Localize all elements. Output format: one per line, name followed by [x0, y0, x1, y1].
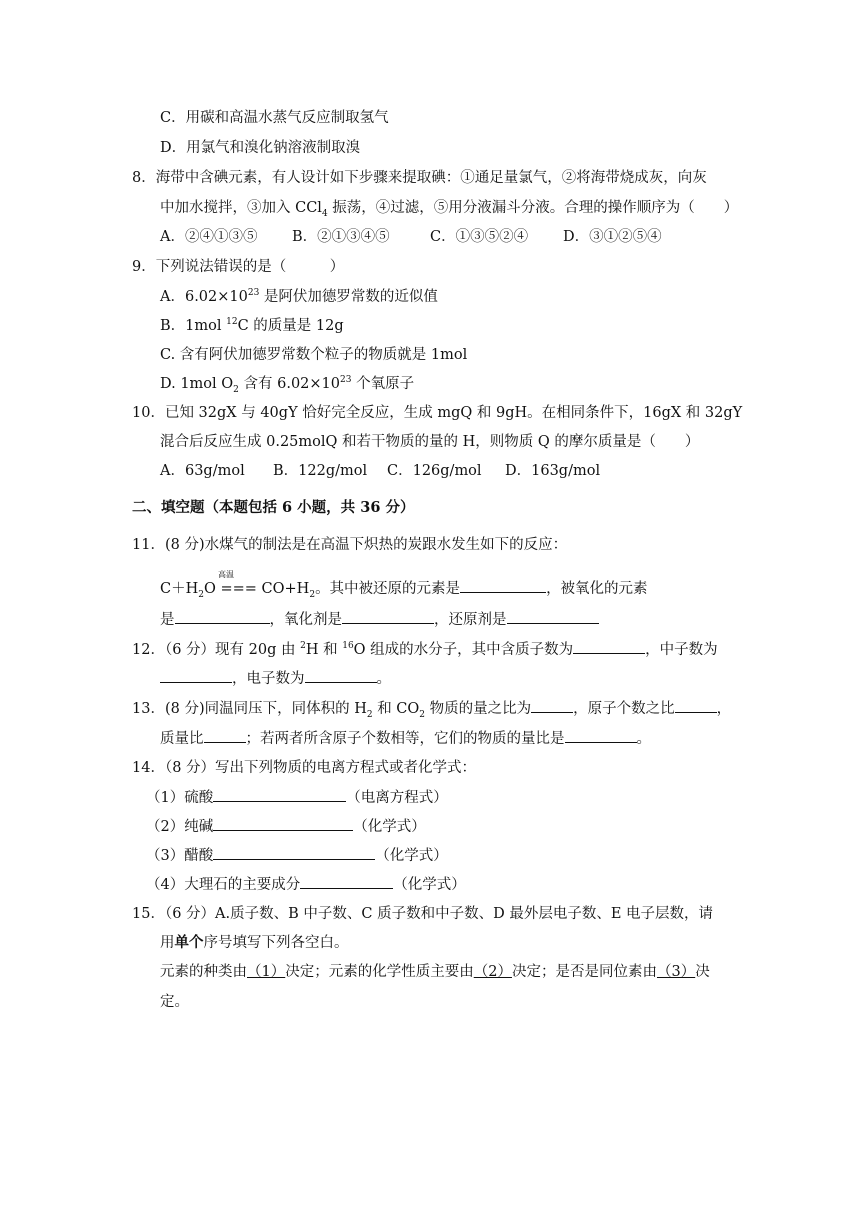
- q13-blank-atom-ratio[interactable]: [675, 698, 717, 713]
- q9-option-c: C. 含有阿伏加德罗常数个粒子的物质就是 1mol: [160, 347, 468, 363]
- q13-stem-line2: 质量比 ；若两者所含原子个数相等，它们的物质的量比是 。: [160, 728, 651, 749]
- q11-blank-oxidant[interactable]: [342, 609, 434, 624]
- q7-option-d: D．用氯气和溴化钠溶液制取溴: [160, 140, 361, 156]
- q10-option-b: B．122g/mol: [273, 463, 368, 479]
- q13-blank-mole-ratio-2[interactable]: [565, 728, 637, 743]
- q14-blank-3[interactable]: [213, 845, 375, 860]
- q8-stem-line1: 8．海带中含碘元素，有人设计如下步骤来提取碘：①通足量氯气，②将海带烧成灰，向灰: [132, 170, 707, 186]
- q14-item-2: （2）纯碱 （化学式）: [146, 816, 426, 837]
- q8-option-a: A．②④①③⑤: [160, 229, 258, 245]
- q11-stem: 11．(8 分)水煤气的制法是在高温下炽热的炭跟水发生如下的反应：: [132, 537, 568, 553]
- q13-blank-mole-ratio[interactable]: [531, 698, 573, 713]
- q15-stem-line4: 定。: [160, 994, 189, 1010]
- q11-equation-arrow: ===: [220, 581, 257, 597]
- q10-stem-line1: 10．已知 32gX 与 40gY 恰好完全反应，生成 mgQ 和 9gH。在相同条件下，16gX 和 32gY: [132, 405, 743, 421]
- q12-blank-electrons[interactable]: [305, 668, 377, 683]
- q15-blank-1[interactable]: （1）: [247, 964, 286, 980]
- q9-stem: 9．下列说法错误的是（ ）: [132, 259, 345, 275]
- q10-options: [160, 461, 600, 481]
- q13-blank-mass-ratio[interactable]: [204, 728, 246, 743]
- q14-blank-2[interactable]: [213, 816, 353, 831]
- q12-stem-line2: ，电子数为 。: [160, 668, 391, 689]
- q12-stem-line1: 12．（6 分）现有 20g 由 $^2$H 和 $^{16}$O 组成的水分子，其中含质子数为 ，中子数为: [132, 639, 718, 660]
- q14-item-1: （1）硫酸 （电离方程式）: [146, 787, 448, 808]
- q14-item-3: （3）醋酸 （化学式）: [146, 845, 448, 866]
- q10-stem-line2: 混合后反应生成 0.25molQ 和若干物质的量的 H，则物质 Q 的摩尔质量是（ ）: [160, 434, 700, 450]
- q11-blank-reductant[interactable]: [507, 609, 599, 624]
- q11-blank-oxidized[interactable]: [175, 609, 270, 624]
- q7-option-c: C．用碳和高温水蒸气反应制取氢气: [160, 110, 389, 126]
- q15-stem-line1: 15．（6 分）A.质子数、B 中子数、C 质子数和中子数、D 最外层电子数、E 电子层数，请: [132, 906, 714, 922]
- q15-blank-2[interactable]: （2）: [473, 964, 512, 980]
- q12-blank-protons[interactable]: [573, 639, 645, 654]
- q9-option-a: A．$6.02\times 10^{23}$ 是阿伏加德罗常数的近似值: [160, 288, 438, 305]
- q15-stem-line2: 用单个序号填写下列各空白。: [160, 934, 349, 951]
- q13-stem-line1: 13．(8 分)同温同压下，同体积的 $H_2$ 和 $CO_2$ 物质的量之比为 ，原子个数之比 ，: [132, 698, 731, 719]
- q8-stem-line2: 中加水搅拌，③加入 CCl$_4$ 振荡，④过滤，⑤用分液漏斗分液。合理的操作顺序为（ ）: [160, 200, 739, 219]
- q8-options: [160, 227, 662, 247]
- q8-option-b: B．②①③④⑤: [292, 229, 390, 245]
- section-2-heading: 二、填空题（本题包括 6 小题，共 36 分）: [132, 499, 415, 516]
- q11-condition-label: 高温: [218, 570, 234, 579]
- q11-equation-line: $C+H_2O$ === $CO+H_2$。其中被还原的元素是 ，被氧化的元素: [160, 578, 648, 599]
- q11-blanks-line: 是 ，氧化剂是 ，还原剂是: [160, 609, 599, 630]
- q11-blank-reduced[interactable]: [460, 578, 546, 593]
- q10-option-c: C．126g/mol: [387, 463, 482, 479]
- q10-option-a: A．63g/mol: [160, 463, 245, 479]
- q12-blank-neutrons[interactable]: [160, 668, 232, 683]
- q9-option-b: B．1mol $^{12}$C 的质量是 12g: [160, 317, 344, 334]
- q8-option-c: C．①③⑤②④: [430, 229, 529, 245]
- q14-item-4: （4）大理石的主要成分 （化学式）: [146, 874, 466, 895]
- q8-option-d: D．③①②⑤④: [563, 229, 662, 245]
- q9-option-d: D. 1mol $O_2$ 含有 $6.02\times 10^{23}$ 个氧原子: [160, 375, 415, 395]
- q10-option-d: D．163g/mol: [505, 463, 601, 479]
- q15-stem-line3: 元素的种类由（1）决定；元素的化学性质主要由（2）决定；是否是同位素由（3）决: [160, 964, 710, 980]
- q14-blank-1[interactable]: [213, 787, 346, 802]
- q14-stem: 14．（8 分）写出下列物质的电离方程式或者化学式：: [132, 760, 477, 776]
- q15-blank-3[interactable]: （3）: [656, 964, 696, 980]
- q14-blank-4[interactable]: [300, 874, 393, 889]
